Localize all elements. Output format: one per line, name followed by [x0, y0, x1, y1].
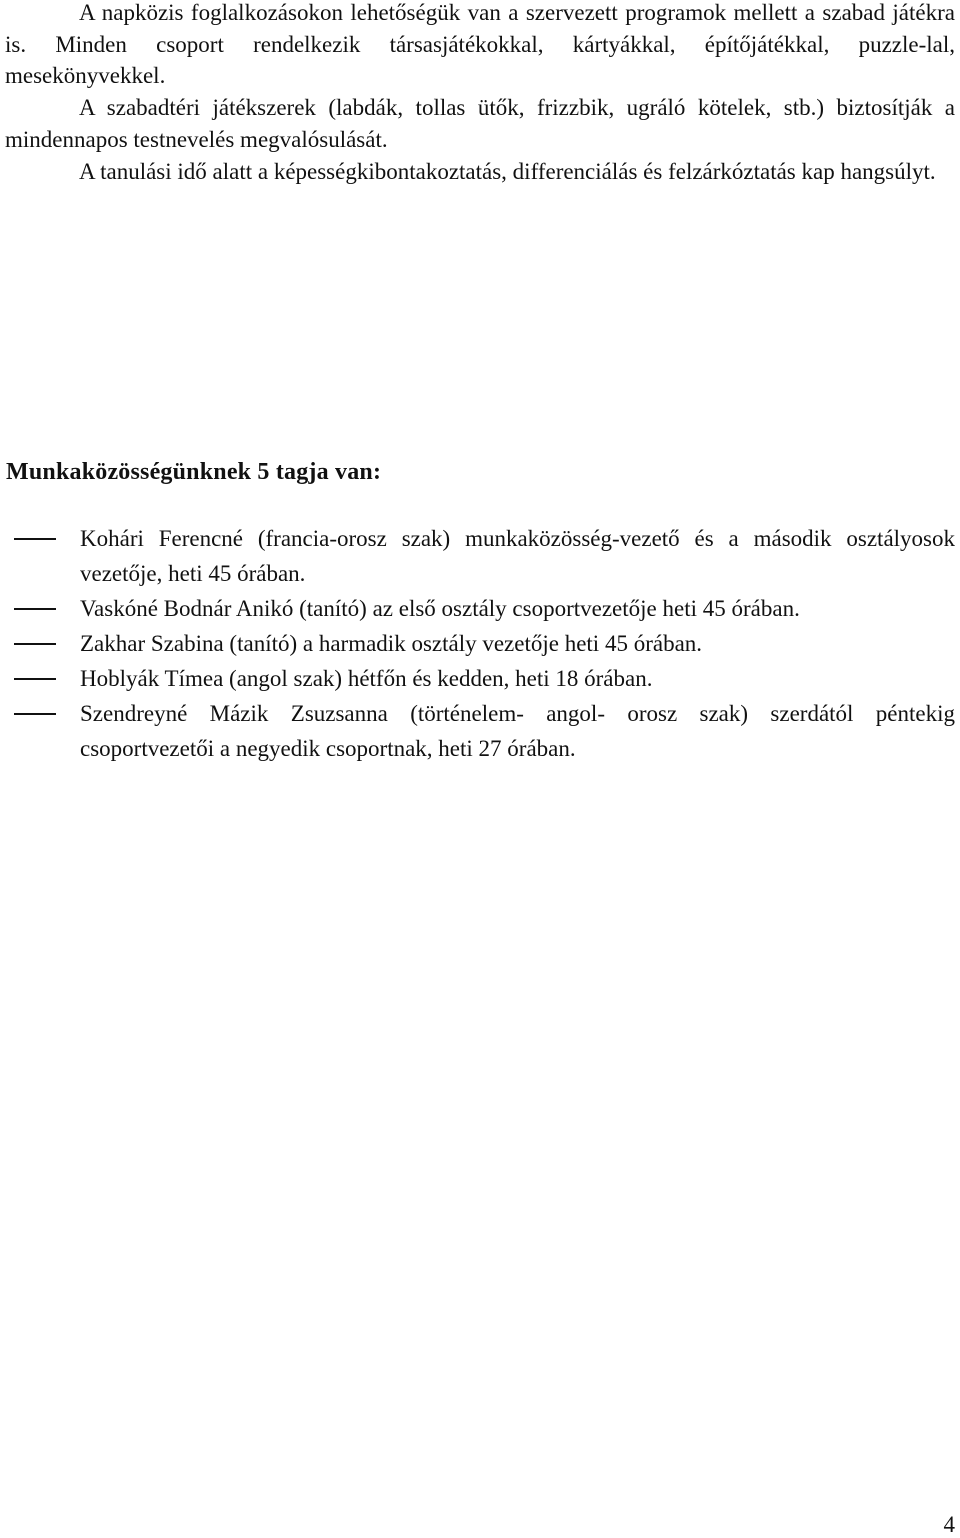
list-item: [0, 626, 955, 661]
dash-bullet-icon: [14, 713, 56, 715]
paragraph-study-time: A tanulási idő alatt a képességkibontakoztatás, differenciálás és felzárkóztatás kap hangsúlyt.: [79, 158, 936, 184]
member-text: Hoblyák Tímea (angol szak) hétfőn és kedden, heti 18 órában.: [80, 666, 653, 691]
page-number: 4: [943, 1512, 955, 1537]
paragraph-outdoor-toys: A szabadtéri játékszerek (labdák, tollas ütők, frizzbik, ugráló kötelek, stb.) biztosítják a mindennapos testnevelés megvalósulását.: [5, 95, 955, 152]
list-item: [0, 591, 955, 626]
dash-bullet-icon: [14, 678, 56, 680]
member-text: Zakhar Szabina (tanító) a harmadik osztály vezetője heti 45 órában.: [80, 631, 703, 656]
member-text: Szendreyné Mázik Zsuzsanna (történelem- angol- orosz szak) szerdától péntekig csoportvezetői a negyedik csoportnak, heti 27 órában.: [80, 701, 955, 761]
dash-bullet-icon: [14, 643, 56, 645]
paragraph-free-play: A napközis foglalkozásokon lehetőségük van a szervezett programok mellett a szabad játékra is. Minden csoport rendelkezik társasjátékokkal, kártyákkal, építőjátékkal, puzzle-lal, mesekönyvekkel.: [5, 0, 955, 89]
intro-text: [5, 0, 955, 187]
member-text: Kohári Ferencné (francia-orosz szak) munkaközösség-vezető és a második osztályosok vezetője, heti 45 órában.: [80, 526, 955, 586]
dash-bullet-icon: [14, 538, 56, 540]
member-text: Vaskóné Bodnár Anikó (tanító) az első osztály csoportvezetője heti 45 órában.: [80, 596, 800, 621]
member-list: [0, 521, 955, 766]
list-item: [0, 696, 955, 766]
list-item: [0, 661, 955, 696]
dash-bullet-icon: [14, 608, 56, 610]
section-heading: Munkaközösségünknek 5 tagja van:: [6, 459, 382, 485]
list-item: [0, 521, 955, 591]
